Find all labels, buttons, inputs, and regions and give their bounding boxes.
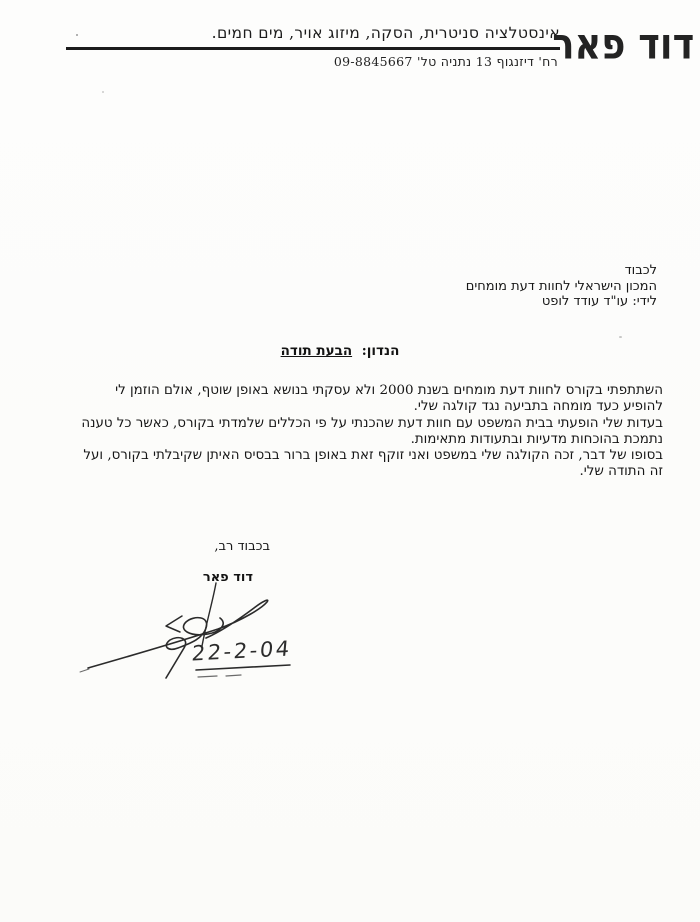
- company-logo: דוד פאר: [552, 19, 694, 70]
- scan-speck: [619, 336, 622, 338]
- subject-title: הבעת תודה: [280, 343, 353, 359]
- subject-label: הנדון:: [361, 343, 400, 359]
- body-line: בעדות שלי הופעתי בבית המשפט עם חוות דעת שהכנתי על פי הכללים שלמדתי בקורס, כאשר כל טענה: [81, 415, 663, 431]
- letterhead-tagline: אינסטלציה סניטרית, הסקה, מיזוג אויר, מים חמים.: [211, 24, 560, 42]
- body-line: נתמכת בהוכחות מדעיות ובתעודות מתאימות.: [410, 431, 663, 447]
- scan-speck: [102, 91, 104, 93]
- letter-body: [71, 383, 663, 481]
- subject-line: [281, 343, 400, 359]
- body-line: השתתפתי בקורס לחוות דעת מומחים בשנת 2000 ולא עסקתי בנושא באופן שוטף, אולם הוזמן לי: [115, 383, 663, 398]
- body-line: להופיע כעד מומחה בתביעה נגד קולגה שלי.: [413, 399, 663, 415]
- body-line: בסופו של דבר, זכה הקולגה שלי במשפט ואני זוקף זאת באופן ברור בבסיס האיתן שקיבלתי בקורס, ועל: [83, 448, 663, 464]
- scan-speck: [76, 34, 78, 36]
- valediction: בכבוד רב,: [214, 539, 270, 554]
- recipient-organization: המכון הישראלי לחוות דעת מומחים: [465, 278, 657, 294]
- body-line: זה התודה שלי.: [579, 464, 663, 480]
- recipient-block: [466, 263, 657, 310]
- recipient-attention: לידי: עו"ד עודד לופט: [541, 294, 657, 309]
- letterhead-address: רח' דיזנגוף 13 נתניה טל' 09-8845667: [333, 54, 558, 69]
- recipient-salutation: לכבוד: [624, 263, 657, 278]
- signer-name: דוד פאר: [202, 570, 253, 585]
- signature-scribble-icon: [78, 580, 298, 685]
- letterhead-divider: [66, 47, 560, 50]
- handwritten-date: 22-2-04: [190, 636, 293, 666]
